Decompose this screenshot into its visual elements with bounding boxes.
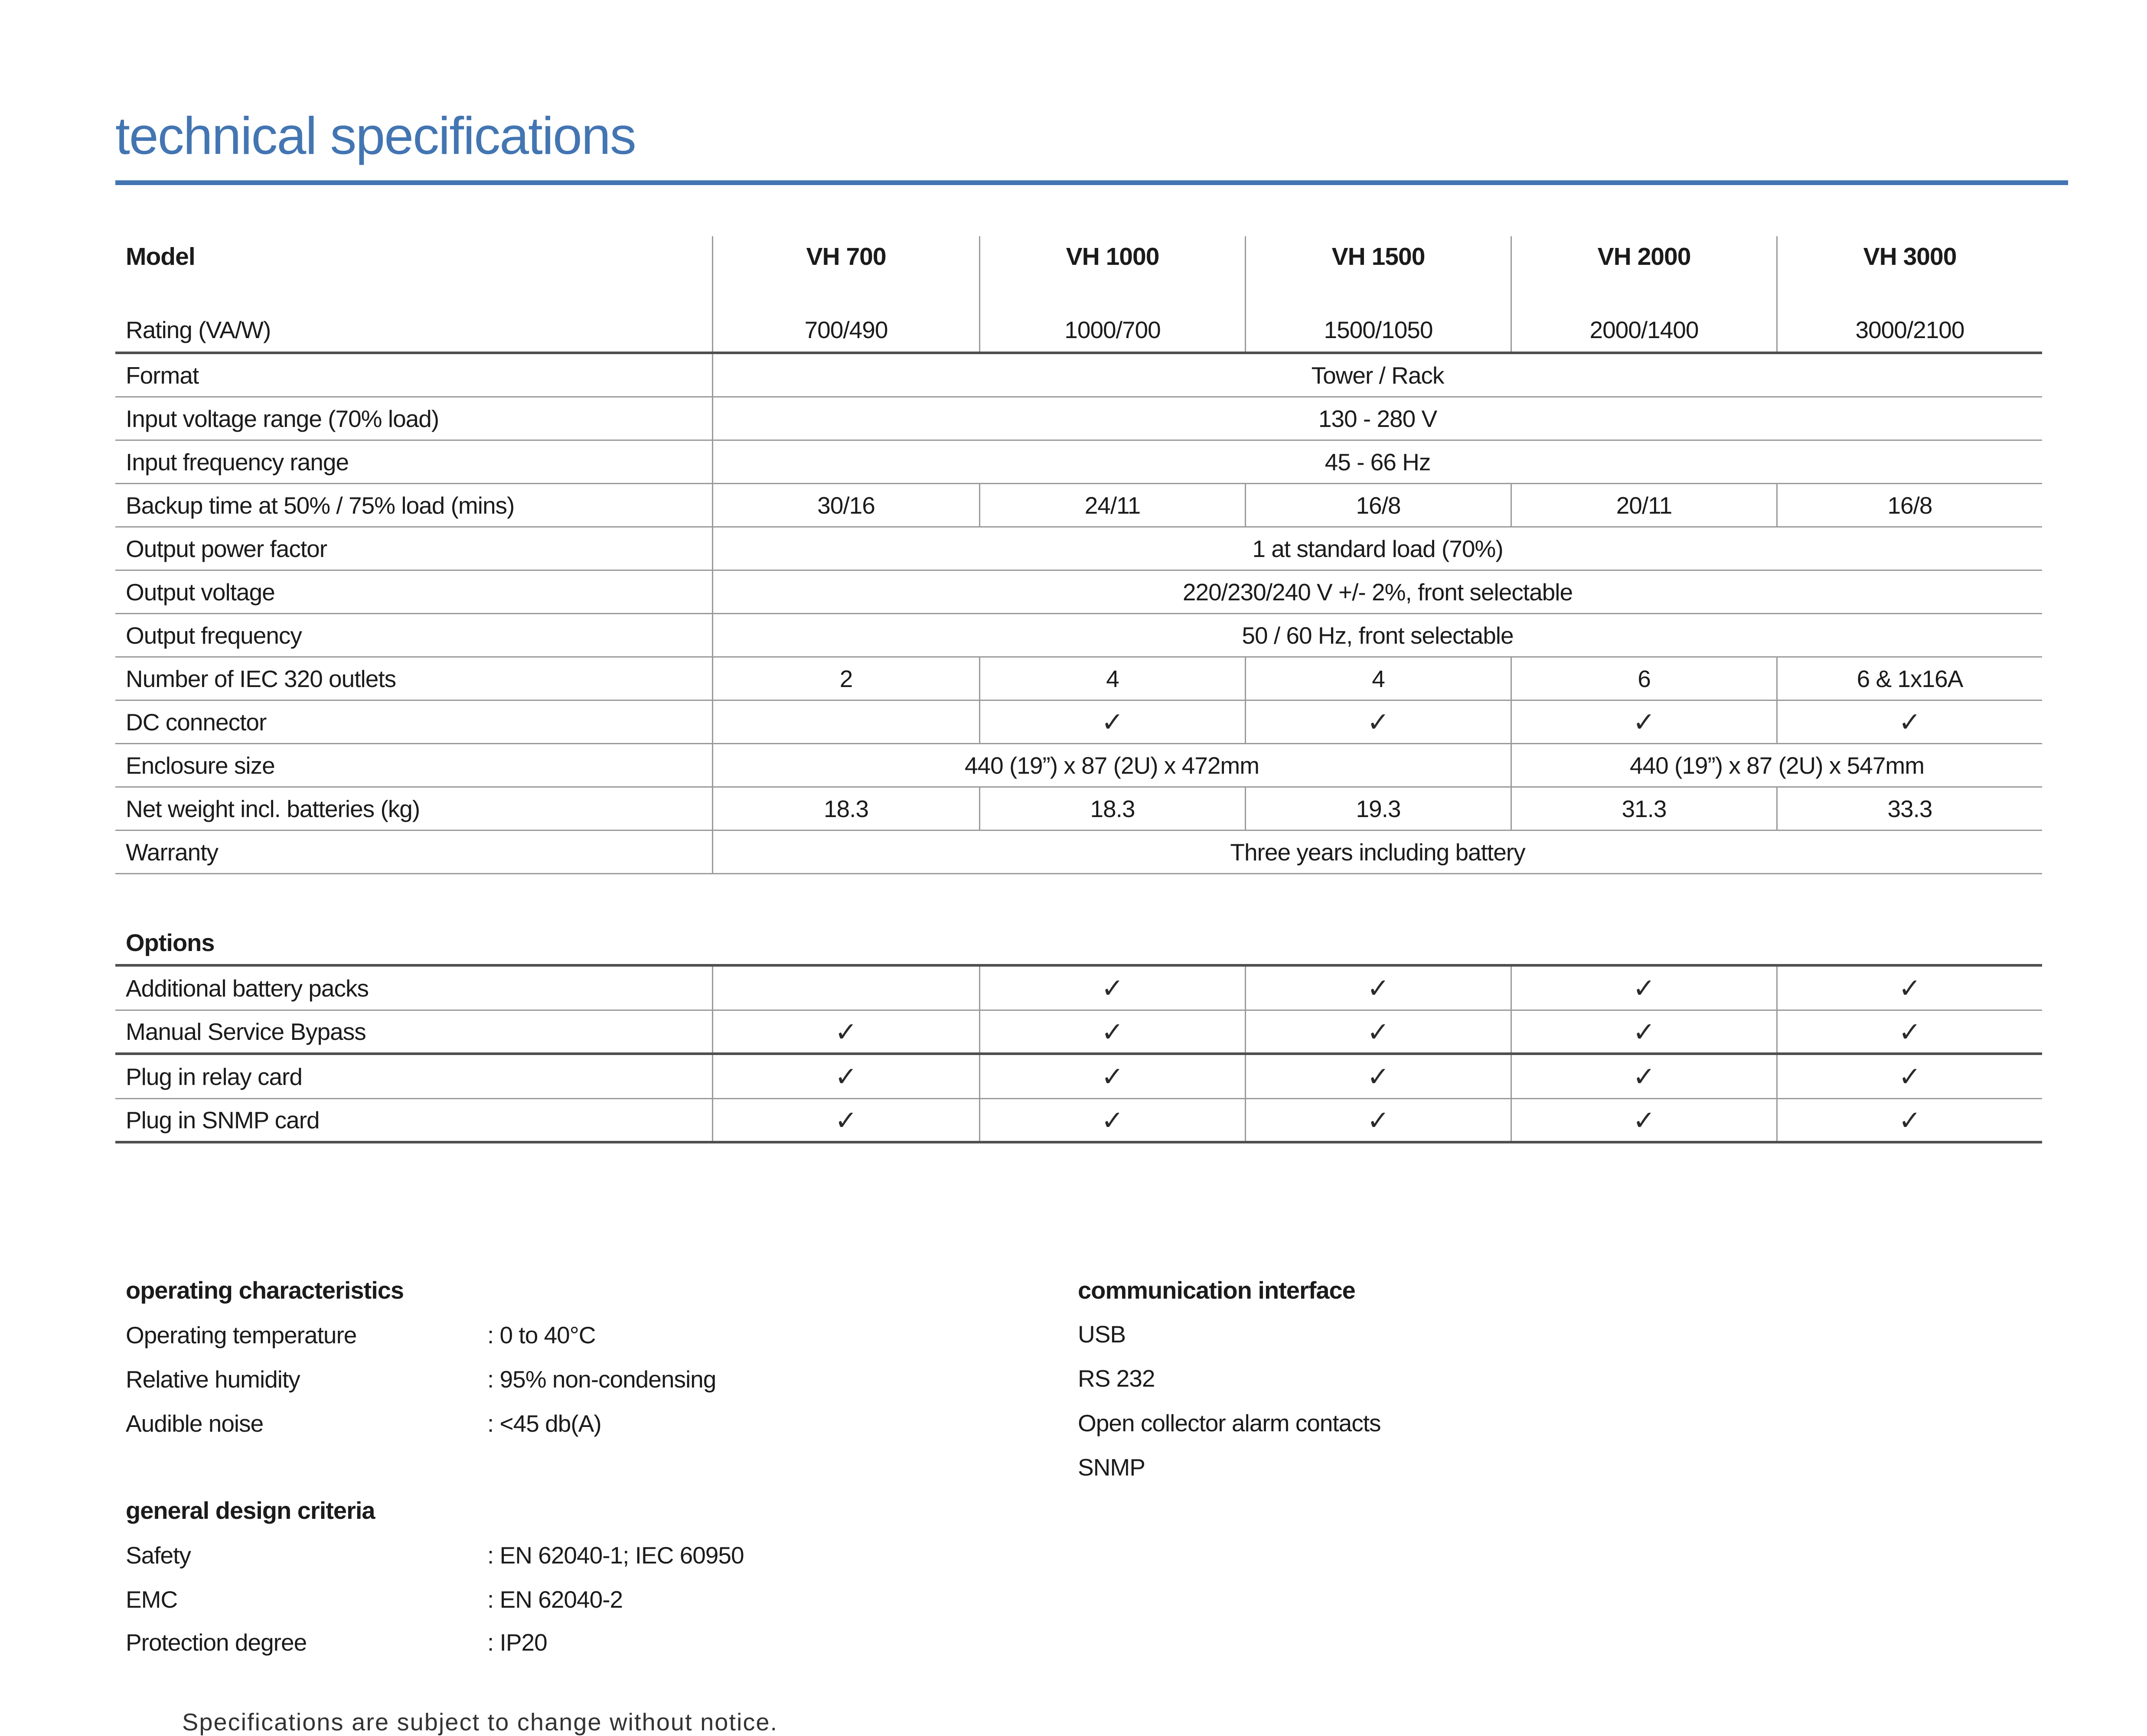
info-label: RS 232 — [1078, 1365, 1155, 1392]
info-label: Operating temperature — [126, 1322, 357, 1348]
table-row-format — [115, 354, 2042, 397]
checkmark-cell: ✓ — [1511, 701, 1776, 743]
cell-value: 4 — [1245, 658, 1511, 700]
cell-value: 24/11 — [979, 484, 1245, 526]
rating-value: 3000/2100 — [1855, 316, 1964, 343]
row-value: 50 / 60 Hz, front selectable — [1242, 622, 1514, 649]
cell-value: 33.3 — [1776, 788, 2042, 830]
cell-value: 30/16 — [817, 492, 875, 519]
options-table — [115, 964, 2042, 1143]
checkmark-cell: ✓ — [1776, 701, 2042, 743]
row-label: Number of IEC 320 outlets — [115, 658, 713, 700]
info-label: USB — [1078, 1321, 1126, 1348]
cell-value: 18.3 — [979, 788, 1245, 830]
checkmark-cell: ✓ — [1511, 967, 1776, 1010]
checkmark-cell: ✓ — [979, 967, 1245, 1010]
model-column — [1776, 236, 2042, 352]
checkmark-cell: ✓ — [979, 701, 1245, 743]
info-value: : EN 62040-2 — [487, 1586, 623, 1613]
row-label: Input voltage range (70% load) — [115, 397, 713, 440]
spec-table-header — [115, 236, 2042, 354]
rating-value: 700/490 — [804, 316, 888, 343]
row-label: DC connector — [115, 701, 713, 743]
checkmark-cell: ✓ — [1776, 967, 2042, 1010]
row-label: Backup time at 50% / 75% load (mins) — [115, 484, 713, 526]
table-row-output-frequency — [115, 614, 2042, 658]
cell-value: 16/8 — [1776, 484, 2042, 526]
table-row-backup-time — [115, 484, 2042, 528]
checkmark-cell: ✓ — [979, 1055, 1245, 1098]
row-label: Output power factor — [115, 528, 713, 570]
table-row-input-voltage — [115, 397, 2042, 441]
checkmark-cell: ✓ — [1511, 1055, 1776, 1098]
checkmark-cell: ✓ — [1245, 1011, 1511, 1052]
model-name: VH 2000 — [1597, 243, 1691, 270]
checkmark-cell: ✓ — [1511, 1011, 1776, 1052]
options-heading: Options — [126, 929, 215, 956]
table-row-output-voltage — [115, 571, 2042, 614]
rating-value: 1000/700 — [1064, 316, 1161, 343]
info-value: : IP20 — [487, 1629, 547, 1656]
cell-value: 6 — [1511, 658, 1776, 700]
info-label: EMC — [126, 1586, 178, 1613]
table-row-iec-outlets — [115, 658, 2042, 701]
row-label: Warranty — [115, 831, 713, 873]
cell-value: 16/8 — [1245, 484, 1511, 526]
info-label: Audible noise — [126, 1410, 264, 1437]
checkmark-cell: ✓ — [979, 1011, 1245, 1052]
checkmark-cell: ✓ — [835, 1105, 858, 1136]
model-name: VH 1000 — [1066, 243, 1159, 270]
operating-characteristics-heading: operating characteristics — [126, 1277, 404, 1304]
cell-value: 31.3 — [1511, 788, 1776, 830]
info-value: : EN 62040-1; IEC 60950 — [487, 1542, 744, 1569]
checkmark-cell: ✓ — [1245, 967, 1511, 1010]
checkmark-cell: ✓ — [1776, 1099, 2042, 1141]
row-label: Output frequency — [115, 614, 713, 656]
table-row-enclosure-size — [115, 744, 2042, 788]
row-value: 1 at standard load (70%) — [1252, 535, 1503, 562]
rating-value: 2000/1400 — [1589, 316, 1699, 343]
row-label: Enclosure size — [115, 744, 713, 786]
row-label: Plug in SNMP card — [115, 1099, 713, 1141]
table-row-net-weight — [115, 788, 2042, 831]
cell-value: 18.3 — [823, 795, 869, 822]
row-label: Input frequency range — [115, 441, 713, 483]
spec-table — [115, 236, 2042, 874]
checkmark-cell — [713, 701, 979, 743]
model-column — [1511, 236, 1776, 352]
row-label: Net weight incl. batteries (kg) — [115, 788, 713, 830]
info-label: Safety — [126, 1542, 191, 1569]
communication-interface-heading: communication interface — [1078, 1277, 1355, 1304]
table-row-dc-connector — [115, 701, 2042, 744]
row-label: Output voltage — [115, 571, 713, 613]
checkmark-cell: ✓ — [979, 1099, 1245, 1141]
model-column — [1245, 236, 1511, 352]
model-name: VH 700 — [806, 243, 886, 270]
cell-value: 19.3 — [1245, 788, 1511, 830]
table-row-warranty — [115, 831, 2042, 874]
row-label: Manual Service Bypass — [115, 1011, 713, 1052]
checkmark-cell: ✓ — [1776, 1055, 2042, 1098]
table-row-output-power-factor — [115, 528, 2042, 571]
info-label: SNMP — [1078, 1454, 1145, 1481]
row-value: 45 - 66 Hz — [1325, 448, 1431, 476]
model-column — [713, 236, 979, 352]
header-label-cell — [115, 236, 713, 352]
checkmark-cell: ✓ — [1245, 1055, 1511, 1098]
info-label: Open collector alarm contacts — [1078, 1410, 1381, 1436]
checkmark-cell: ✓ — [1245, 1099, 1511, 1141]
row-label: Plug in relay card — [115, 1055, 713, 1098]
checkmark-cell: ✓ — [835, 1062, 858, 1092]
checkmark-cell: ✓ — [835, 1017, 858, 1047]
model-name: VH 3000 — [1863, 243, 1957, 270]
rating-label: Rating (VA/W) — [126, 316, 271, 343]
general-design-criteria-heading: general design criteria — [126, 1497, 375, 1524]
row-value: 130 - 280 V — [1318, 405, 1437, 432]
model-column — [979, 236, 1245, 352]
info-value: : <45 db(A) — [487, 1410, 601, 1437]
option-row-snmp-card — [115, 1099, 2042, 1143]
clipped-footer-text: Specifications are subject to change without notice. — [182, 1708, 778, 1736]
cell-value: 2 — [839, 665, 853, 692]
rating-value: 1500/1050 — [1324, 316, 1433, 343]
row-label: Format — [115, 354, 713, 396]
option-row-service-bypass — [115, 1011, 2042, 1055]
cell-value: 20/11 — [1511, 484, 1776, 526]
enclosure-size-small: 440 (19”) x 87 (2U) x 472mm — [964, 752, 1259, 779]
checkmark-cell: ✓ — [1245, 701, 1511, 743]
checkmark-cell: ✓ — [1511, 1099, 1776, 1141]
cell-value: 6 & 1x16A — [1776, 658, 2042, 700]
row-value: 220/230/240 V +/- 2%, front selectable — [1182, 578, 1573, 606]
info-value: : 0 to 40°C — [487, 1322, 596, 1348]
cell-value: 4 — [979, 658, 1245, 700]
info-label: Relative humidity — [126, 1366, 300, 1393]
row-label: Additional battery packs — [115, 967, 713, 1010]
model-columns — [713, 236, 2042, 352]
row-value: Tower / Rack — [1311, 362, 1444, 389]
model-name: VH 1500 — [1331, 243, 1425, 270]
model-header: Model — [126, 243, 195, 270]
title-underline — [115, 180, 2068, 185]
option-row-relay-card — [115, 1055, 2042, 1099]
checkmark-cell: ✓ — [1776, 1011, 2042, 1052]
info-value: : 95% non-condensing — [487, 1366, 716, 1393]
option-row-battery-packs — [115, 967, 2042, 1011]
checkmark-cell — [713, 967, 979, 1010]
info-label: Protection degree — [126, 1629, 307, 1656]
row-value: Three years including battery — [1230, 838, 1525, 866]
enclosure-size-large: 440 (19”) x 87 (2U) x 547mm — [1511, 744, 2042, 786]
page-title: technical specifications — [115, 106, 636, 165]
table-row-input-frequency — [115, 441, 2042, 484]
